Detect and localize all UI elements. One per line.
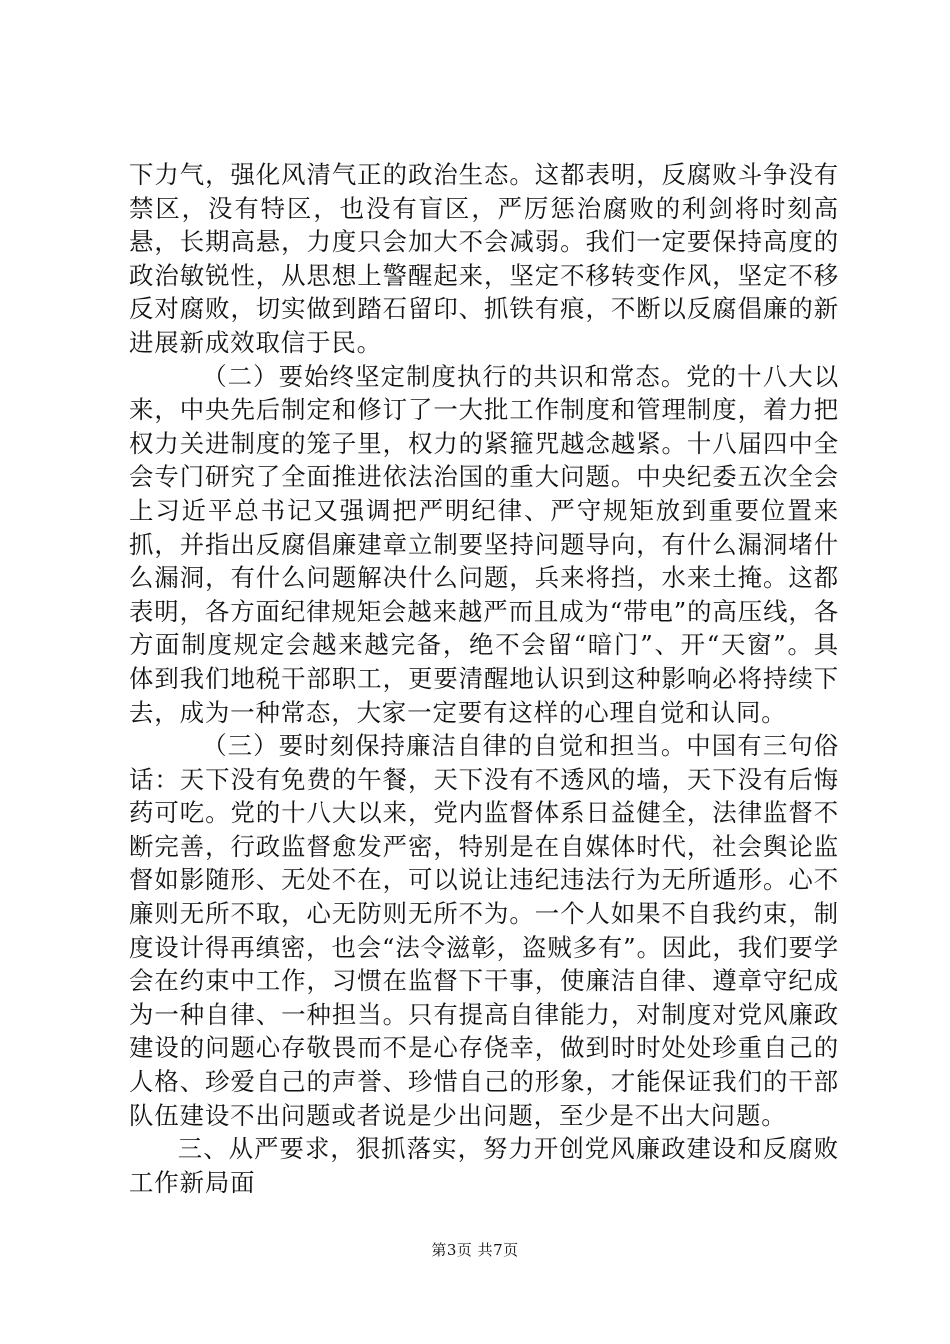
paragraph-continuation: 下力气，强化风清气正的政治生态。这都表明，反腐败斗争没有禁区，没有特区，也没有盲区，严厉惩治腐败的利剑将时刻高悬，长期高悬，力度只会加大不会减弱。我们一定要保持高度的政治敏锐性，从思想上警醒起来，坚定不移转变作风，坚定不移反对腐败，切实做到踏石留印、抓铁有痕，不断以反腐倡廉的新进展新成效取信于民。	[129, 160, 839, 357]
paragraph-section-three: （三）要时刻保持廉洁自律的自觉和担当。中国有三句俗话：天下没有免费的午餐，天下没有不透风的墙，天下没有后悔药可吃。党的十八大以来，党内监督体系日益健全，法律监督不断完善，行政监督愈发严密，特别是在自媒体时代，社会舆论监督如影随形、无处不在，可以说让违纪违法行为无所遁形。心不廉则无所不取，心无防则无所不为。一个人如果不自我约束，制度设计得再缜密，也会“法令滋彰，盗贼多有”。因此，我们要学会在约束中工作，习惯在监督下干事，使廉洁自律、遵章守纪成为一种自律、一种担当。只有提高自律能力，对制度对党风廉政建设的问题心存敬畏而不是心存侥幸，做到时时处处珍重自己的人格、珍爱自己的声誉、珍惜自己的形象，才能保证我们的干部队伍建设不出问题或者说是少出问题，至少是不出大问题。	[129, 731, 839, 1130]
page-number-footer: 第3页 共7页	[431, 1241, 519, 1259]
paragraph-section-two: （二）要始终坚定制度执行的共识和常态。党的十八大以来，中央先后制定和修订了一大批工作制度和管理制度，着力把权力关进制度的笼子里，权力的紧箍咒越念越紧。十八届四中全会专门研究了全面推进依法治国的重大问题。中央纪委五次全会上习近平总书记又强调把严明纪律、严守规矩放到重要位置来抓，并指出反腐倡廉建章立制要坚持问题导向，有什么漏洞堵什么漏洞，有什么问题解决什么问题，兵来将挡，水来土掩。这都表明，各方面纪律规矩会越来越严而且成为“带电”的高压线，各方面制度规定会越来越完备，绝不会留“暗门”、开“天窗”。具体到我们地税干部职工，更要清醒地认识到这种影响必将持续下去，成为一种常态，大家一定要有这样的心理自觉和认同。	[129, 361, 839, 727]
body-text	[129, 158, 839, 1199]
heading-section-three-main: 三、从严要求，狠抓落实，努力开创党风廉政建设和反腐败工作新局面	[129, 1134, 839, 1197]
